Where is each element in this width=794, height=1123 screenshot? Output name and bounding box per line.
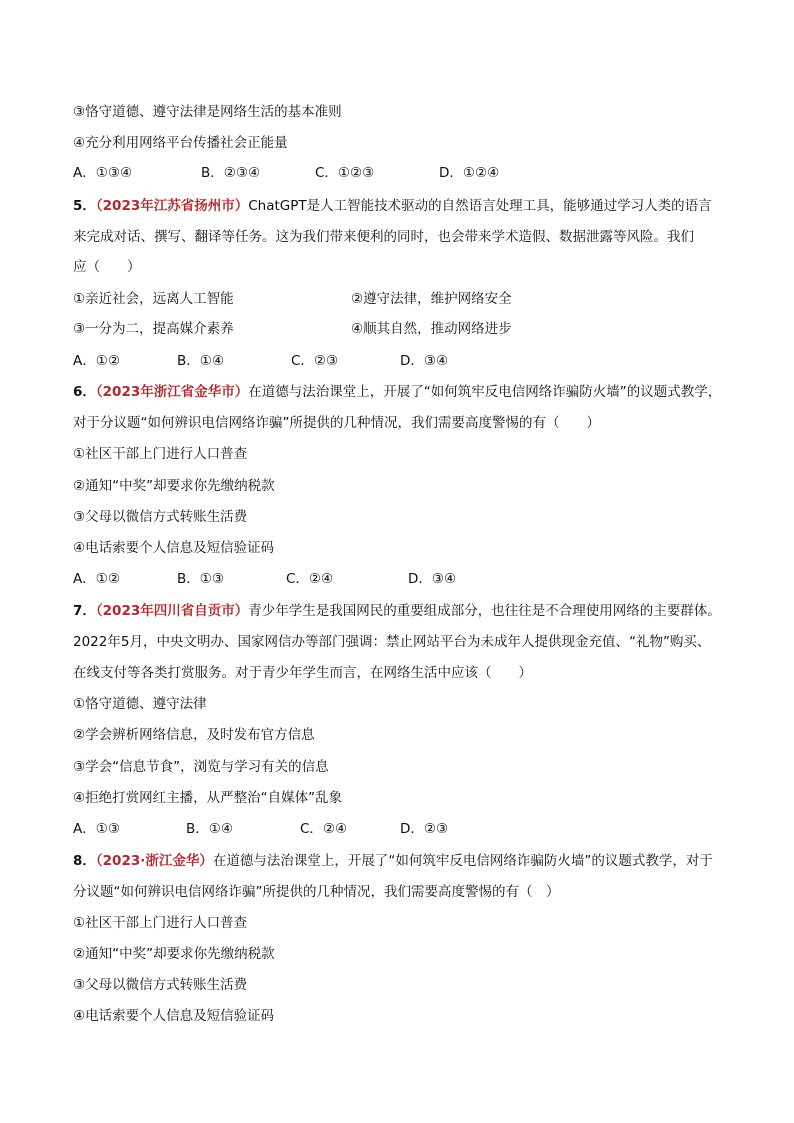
q8-statement-2: ②通知“中奖”却要求你先缴纳税款	[73, 946, 275, 962]
q5-options	[73, 350, 734, 372]
q5-option-b: B．①④	[177, 353, 224, 369]
q8-statement-3: ③父母以微信方式转账生活费	[73, 977, 248, 993]
q7-stem-line-1	[73, 600, 734, 622]
q5-stem-line-2: 来完成对话、撰写、翻译等任务。这为我们带来便利的同时，也会带来学术造假、数据泄露等风险。我们	[73, 229, 694, 245]
q7-number: 7．	[73, 603, 96, 619]
q6-source: （2023年浙江省金华市）	[95, 384, 249, 400]
q5-option-a: A．①②	[73, 353, 120, 369]
q7-option-b: B．①④	[186, 821, 233, 837]
q4-statement-4: ④充分利用网络平台传播社会正能量	[73, 135, 288, 151]
q6-statement-1: ①社区干部上门进行人口普查	[73, 446, 248, 462]
q6-options	[73, 568, 734, 590]
q6-option-b: B．①③	[177, 571, 224, 587]
q4-statement-3: ③恪守道德、遵守法律是网络生活的基本准则	[73, 104, 342, 120]
q5-statement-4: ④顺其自然，推动网络进步	[351, 321, 512, 337]
q4-options	[73, 162, 734, 184]
q5-option-c: C．②③	[291, 353, 339, 369]
q4-option-d: D．①②④	[439, 165, 500, 181]
q7-options	[73, 818, 734, 840]
q5-stem-line-1	[73, 195, 734, 217]
q5-stem-text-1: ChatGPT是人工智能技术驱动的自然语言处理工具，能够通过学习人类的语言	[248, 198, 712, 214]
q6-statement-3: ③父母以微信方式转账生活费	[73, 509, 248, 525]
q8-stem-line-1	[73, 850, 734, 872]
q5-statement-3: ③一分为二，提高媒介素养	[73, 321, 234, 337]
q5-statements-row-1	[73, 288, 734, 310]
q8-stem-text-1: 在道德与法治课堂上，开展了“如何筑牢反电信网络诈骗防火墙”的议题式教学，对于	[212, 853, 713, 869]
q7-statement-3: ③学会“信息节食”，浏览与学习有关的信息	[73, 759, 329, 775]
q7-stem-line-2: 2022年5月，中央文明办、国家网信办等部门强调：禁止网站平台为未成年人提供现金充值、“礼物”购买、	[73, 634, 711, 650]
q6-statement-2: ②通知“中奖”却要求你先缴纳税款	[73, 478, 275, 494]
q6-stem-line-1	[73, 381, 734, 403]
q5-statement-2: ②遵守法律，维护网络安全	[351, 291, 512, 307]
q5-option-d: D．③④	[400, 353, 449, 369]
q8-statement-4: ④电话索要个人信息及短信验证码	[73, 1008, 275, 1024]
q7-option-c: C．②④	[300, 821, 348, 837]
q6-stem-text-1: 在道德与法治课堂上，开展了“如何筑牢反电信网络诈骗防火墙”的议题式教学，	[248, 384, 722, 400]
q8-stem-line-2: 分议题“如何辨识电信网络诈骗”所提供的几种情况，我们需要高度警惕的有（ ）	[73, 884, 560, 900]
q6-statement-4: ④电话索要个人信息及短信验证码	[73, 540, 275, 556]
q6-option-a: A．①②	[73, 571, 120, 587]
q7-option-d: D．②③	[400, 821, 449, 837]
q7-statement-1: ①恪守道德、遵守法律	[73, 696, 207, 712]
q5-statement-1: ①亲近社会，远离人工智能	[73, 291, 234, 307]
q6-number: 6．	[73, 384, 96, 400]
q7-statement-4: ④拒绝打赏网红主播，从严整治“自媒体”乱象	[73, 790, 343, 806]
q4-option-b: B．②③④	[201, 165, 261, 181]
q6-stem-line-2: 对于分议题“如何辨识电信网络诈骗”所提供的几种情况，我们需要高度警惕的有（ ）	[73, 415, 600, 431]
q7-source: （2023年四川省自贡市）	[95, 603, 249, 619]
q8-number: 8．	[73, 853, 96, 869]
q5-statements-row-2	[73, 318, 734, 340]
q4-option-c: C．①②③	[315, 165, 375, 181]
q5-stem-line-3: 应（ ）	[73, 259, 141, 275]
q7-stem-line-3: 在线支付等各类打赏服务。对于青少年学生而言，在网络生活中应该（ ）	[73, 665, 532, 681]
q4-option-a: A．①③④	[73, 165, 133, 181]
q6-option-c: C．②④	[286, 571, 334, 587]
q5-number: 5．	[73, 198, 96, 214]
q8-source: （2023·浙江金华）	[95, 853, 213, 869]
q8-statement-1: ①社区干部上门进行人口普查	[73, 915, 248, 931]
q6-option-d: D．③④	[408, 571, 457, 587]
q5-source: （2023年江苏省扬州市）	[95, 198, 249, 214]
q7-stem-text-1: 青少年学生是我国网民的重要组成部分，也往往是不合理使用网络的主要群体。	[248, 603, 721, 619]
q7-statement-2: ②学会辨析网络信息，及时发布官方信息	[73, 727, 315, 743]
q7-option-a: A．①③	[73, 821, 120, 837]
